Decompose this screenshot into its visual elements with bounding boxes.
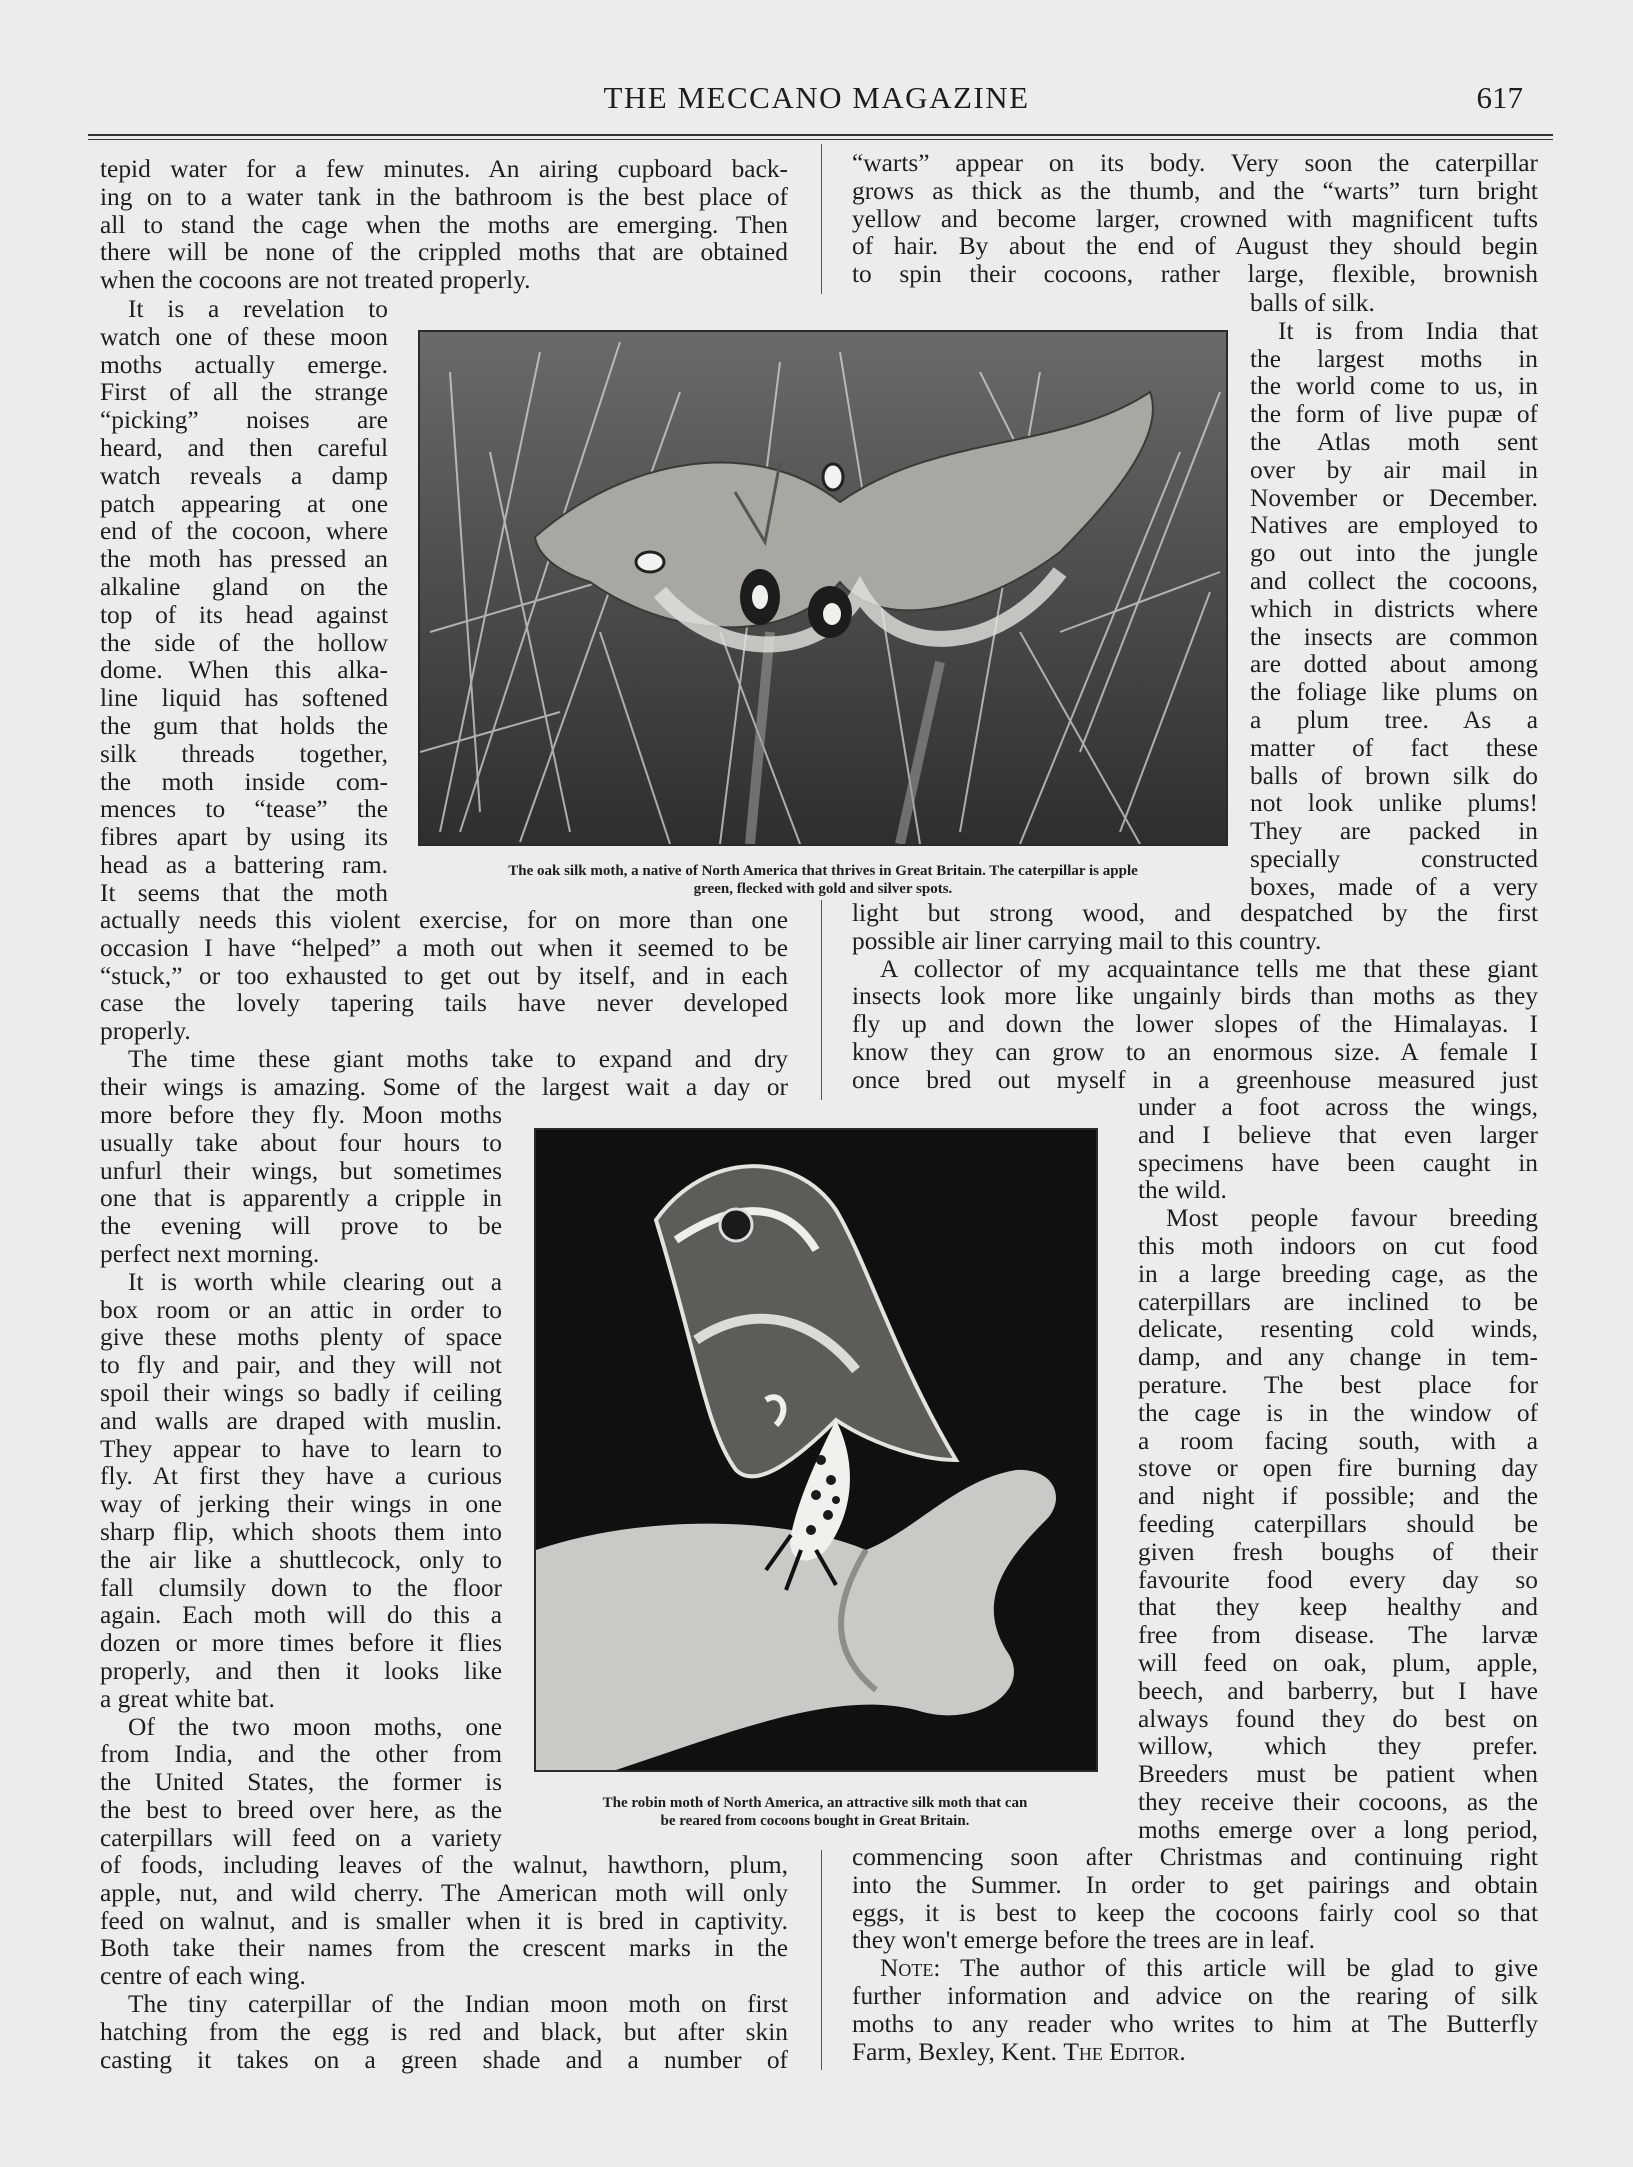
text-line: feed on walnut, and is smaller when it is bred in captivity. — [100, 1906, 788, 1935]
column-rule — [821, 900, 822, 1100]
text-line: and I believe that even larger — [1138, 1120, 1538, 1149]
text-line: fibres apart by using its — [100, 823, 388, 852]
running-head — [0, 80, 1633, 120]
left-column-narrow-2 — [100, 1102, 502, 1853]
text-line: properly. — [100, 1017, 191, 1046]
photo2-caption — [520, 1794, 1110, 1830]
text-line: perfect next morning. — [100, 1239, 320, 1268]
text-line: actually needs this violent exercise, for on more than one — [100, 906, 788, 934]
text-line: casting it takes on a green shade and a number of — [100, 2045, 788, 2074]
text-line: which in districts where — [1250, 594, 1538, 623]
text-line: and collect the cocoons, — [1250, 566, 1538, 595]
text-line: specimens have been caught in — [1138, 1148, 1538, 1177]
text-line: top of its head against — [100, 600, 388, 629]
text-line: dome. When this alka- — [100, 656, 388, 685]
text-line: case the lovely tapering tails have never developed — [100, 989, 788, 1018]
moth-on-hand-illustration — [536, 1130, 1096, 1770]
text-line: It is from India that — [1278, 316, 1538, 345]
text-line: A collector of my acquaintance tells me that these giant — [880, 954, 1538, 983]
text-line: perature. The best place for — [1138, 1370, 1538, 1399]
text-line: specially constructed — [1250, 844, 1538, 873]
photo1-caption — [408, 862, 1238, 898]
text-line: beech, and barberry, but I have — [1138, 1676, 1538, 1705]
text-line: the cage is in the window of — [1138, 1398, 1538, 1427]
text-line: Breeders must be patient when — [1138, 1760, 1538, 1789]
text-line: way of jerking their wings in one — [100, 1490, 502, 1519]
text-line: fall clumsily down to the floor — [100, 1573, 502, 1602]
text-line: always found they do best on — [1138, 1704, 1538, 1733]
text-line: given fresh boughs of their — [1138, 1537, 1538, 1566]
text-line: into the Summer. In order to get pairings and obtain — [852, 1870, 1538, 1899]
text-line: they won't emerge before the trees are in leaf. — [852, 1926, 1316, 1955]
text-line: “stuck,” or too exhausted to get out by itself, and in each — [100, 961, 788, 990]
text-line: to fly and pair, and they will not — [100, 1351, 502, 1380]
text-line: of foods, including leaves of the walnut, hawthorn, plum, — [100, 1851, 788, 1879]
text-line: Natives are employed to — [1250, 511, 1538, 540]
text-line: give these moths plenty of space — [100, 1323, 502, 1352]
right-column-middle — [852, 900, 1538, 1095]
text-line: the foliage like plums on — [1250, 678, 1538, 707]
header-rule-thin — [88, 139, 1553, 140]
page-number: 617 — [1476, 80, 1523, 115]
caption-line: The oak silk moth, a native of North America that thrives in Great Britain. The caterpillar is apple — [508, 863, 1138, 879]
text-line: matter of fact these — [1250, 733, 1538, 762]
text-line: light but strong wood, and despatched by the first — [852, 899, 1538, 927]
column-rule — [821, 144, 822, 294]
text-line: moths to any reader who writes to him at The Butterfly — [852, 2009, 1538, 2038]
text-line: their wings is amazing. Some of the largest wait a day or — [100, 1072, 788, 1101]
text-line: end of the cocoon, where — [100, 517, 388, 546]
text-line: willow, which they prefer. — [1138, 1732, 1538, 1761]
text-line: not look unlike plums! — [1250, 789, 1538, 818]
text-line: caterpillars are inclined to be — [1138, 1287, 1538, 1316]
text-line: head as a battering ram. — [100, 850, 388, 879]
right-column-narrow-2 — [1138, 1094, 1538, 1845]
column-rule — [821, 1850, 822, 2070]
text-line: the wild. — [1138, 1176, 1227, 1205]
header-rule — [88, 134, 1553, 136]
text-line: usually take about four hours to — [100, 1128, 502, 1157]
text-line: moths actually emerge. — [100, 350, 388, 379]
text-line: the world come to us, in — [1250, 372, 1538, 401]
text-line: a great white bat. — [100, 1684, 275, 1713]
right-column-bottom — [852, 1844, 1538, 2066]
text-line: a plum tree. As a — [1250, 705, 1538, 734]
text-line: they receive their cocoons, as the — [1138, 1787, 1538, 1816]
left-column-middle — [100, 907, 788, 1102]
text-line: further information and advice on the rearing of silk — [852, 1981, 1538, 2010]
text-line: “picking” noises are — [100, 406, 388, 435]
text-line: over by air mail in — [1250, 455, 1538, 484]
text-line: from India, and the other from — [100, 1740, 502, 1769]
text-line: spoil their wings so badly if ceiling — [100, 1378, 502, 1407]
text-line: the moth has pressed an — [100, 545, 388, 574]
text-line: this moth indoors on cut food — [1138, 1231, 1538, 1260]
text-line: of hair. By about the end of August they should begin — [852, 232, 1538, 261]
moth-photo-illustration — [420, 332, 1226, 844]
text-line: watch one of these moon — [100, 322, 388, 351]
text-line: moths emerge over a long period, — [1138, 1815, 1538, 1844]
right-column-narrow — [1250, 290, 1538, 902]
text-line: alkaline gland on the — [100, 572, 388, 601]
text-line: in a large breeding cage, as the — [1138, 1259, 1538, 1288]
text-line: delicate, resenting cold winds, — [1138, 1315, 1538, 1344]
text-line: all to stand the cage when the moths are emerging. Then — [100, 210, 788, 239]
editor-signature: The Editor. — [1063, 2037, 1186, 2066]
right-column-top — [852, 150, 1538, 289]
text-line: the largest moths in — [1250, 344, 1538, 373]
text-line: stove or open fire burning day — [1138, 1454, 1538, 1483]
text-line: commencing soon after Christmas and continuing right — [852, 1843, 1538, 1871]
text-line: the insects are common — [1250, 622, 1538, 651]
text-line: patch appearing at one — [100, 489, 388, 518]
text-line: ing on to a water tank in the bathroom is the best place of — [100, 182, 788, 211]
text-line: free from disease. The larvæ — [1138, 1621, 1538, 1650]
caption-line: be reared from cocoons bought in Great Britain. — [660, 1813, 970, 1829]
text-line: boxes, made of a very — [1250, 872, 1538, 901]
text-line: watch reveals a damp — [100, 461, 388, 490]
text-line: are dotted about among — [1250, 650, 1538, 679]
caption-line: The robin moth of North America, an attractive silk moth that can — [602, 1795, 1028, 1811]
text-line: The tiny caterpillar of the Indian moon moth on first — [128, 1989, 788, 2018]
text-line: balls of silk. — [1250, 289, 1375, 317]
magazine-title: THE MECCANO MAGAZINE — [603, 80, 1030, 115]
text-line: insects look more like ungainly birds than moths as they — [852, 982, 1538, 1011]
text-line: once bred out myself in a greenhouse measured just — [852, 1065, 1538, 1094]
text-line: favourite food every day so — [1138, 1565, 1538, 1594]
text-line: box room or an attic in order to — [100, 1295, 502, 1324]
text-line: know they can grow to an enormous size. A female I — [852, 1037, 1538, 1066]
text-line: to spin their cocoons, rather large, flexible, brownish — [852, 260, 1538, 289]
text-line: more before they fly. Moon moths — [100, 1101, 502, 1129]
note-label: Note: — [880, 1954, 941, 1983]
text-line: eggs, it is best to keep the cocoons fairly cool so that — [852, 1898, 1538, 1927]
text-line: fly. At first they have a curious — [100, 1462, 502, 1491]
text-line: They appear to have to learn to — [100, 1434, 502, 1463]
text-line: go out into the jungle — [1250, 539, 1538, 568]
text-line: the evening will prove to be — [100, 1212, 502, 1241]
text-line: that they keep healthy and — [1138, 1593, 1538, 1622]
text-line: a room facing south, with a — [1138, 1426, 1538, 1455]
text-line: silk threads together, — [100, 739, 388, 768]
text-line: It is a revelation to — [128, 295, 388, 323]
note-last-line — [852, 2039, 1538, 2067]
text-line: line liquid has softened — [100, 684, 388, 713]
note-text: Farm, Bexley, Kent. — [852, 2037, 1057, 2066]
text-line: the moth inside com- — [100, 767, 388, 796]
text-line: Both take their names from the crescent marks in the — [100, 1934, 788, 1963]
text-line: hatching from the egg is red and black, but after skin — [100, 2017, 788, 2046]
text-line: properly, and then it looks like — [100, 1656, 502, 1685]
text-line: and night if possible; and the — [1138, 1482, 1538, 1511]
text-line: under a foot across the wings, — [1138, 1093, 1538, 1121]
caption-line: green, flecked with gold and silver spots. — [693, 881, 953, 897]
text-line: heard, and then careful — [100, 433, 388, 462]
text-line: and walls are draped with muslin. — [100, 1406, 502, 1435]
text-line: apple, nut, and wild cherry. The American moth will only — [100, 1878, 788, 1907]
text-line: Most people favour breeding — [1166, 1204, 1538, 1233]
text-line: First of all the strange — [100, 378, 388, 407]
text-line: caterpillars will feed on a variety — [100, 1823, 502, 1852]
photo-oak-silk-moth — [418, 330, 1228, 846]
text-line: there will be none of the crippled moths that are obtained — [100, 238, 788, 267]
text-line: damp, and any change in tem- — [1138, 1343, 1538, 1372]
text-line: mences to “tease” the — [100, 795, 388, 824]
text-line: “warts” appear on its body. Very soon the caterpillar — [852, 149, 1538, 177]
text-line: sharp flip, which shoots them into — [100, 1517, 502, 1546]
text-line: one that is apparently a cripple in — [100, 1184, 502, 1213]
text-line: the air like a shuttlecock, only to — [100, 1545, 502, 1574]
text-line: November or December. — [1250, 483, 1538, 512]
note-text: The author of this article will be glad to give — [960, 1954, 1539, 1983]
text-line: tepid water for a few minutes. An airing cupboard back- — [100, 155, 788, 183]
text-line: balls of brown silk do — [1250, 761, 1538, 790]
text-line: It is worth while clearing out a — [128, 1267, 502, 1296]
text-line: centre of each wing. — [100, 1962, 306, 1991]
left-column-narrow — [100, 296, 388, 908]
text-line: feeding caterpillars should be — [1138, 1509, 1538, 1538]
text-line: occasion I have “helped” a moth out when it seemed to be — [100, 933, 788, 962]
text-line: the side of the hollow — [100, 628, 388, 657]
editor-note-line — [852, 1955, 1538, 1983]
text-line: dozen or more times before it flies — [100, 1629, 502, 1658]
text-line: fly up and down the lower slopes of the Himalayas. I — [852, 1010, 1538, 1039]
text-line: They are packed in — [1250, 817, 1538, 846]
text-line: will feed on oak, plum, apple, — [1138, 1648, 1538, 1677]
text-line: the United States, the former is — [100, 1768, 502, 1797]
text-line: It seems that the moth — [100, 878, 388, 907]
text-line: possible air liner carrying mail to this country. — [852, 926, 1322, 955]
text-line: The time these giant moths take to expand and dry — [128, 1044, 788, 1073]
photo-robin-moth — [534, 1128, 1098, 1772]
text-line: grows as thick as the thumb, and the “warts” turn bright — [852, 176, 1538, 205]
left-column-bottom — [100, 1852, 788, 2074]
text-line: the form of live pupæ of — [1250, 400, 1538, 429]
text-line: Of the two moon moths, one — [128, 1712, 502, 1741]
text-line: again. Each moth will do this a — [100, 1601, 502, 1630]
left-column-top — [100, 156, 788, 295]
text-line: unfurl their wings, but sometimes — [100, 1156, 502, 1185]
text-line: the gum that holds the — [100, 711, 388, 740]
text-line: the Atlas moth sent — [1250, 427, 1538, 456]
text-line: yellow and become larger, crowned with magnificent tufts — [852, 204, 1538, 233]
text-line: the best to breed over here, as the — [100, 1795, 502, 1824]
text-line: when the cocoons are not treated properly. — [100, 266, 531, 295]
